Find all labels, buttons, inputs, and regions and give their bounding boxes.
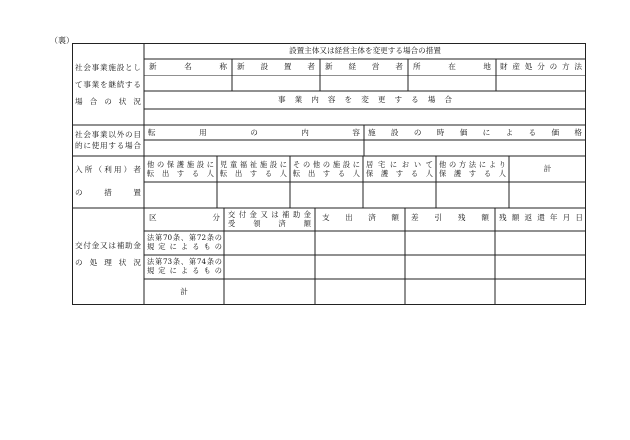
col-granted-line2: 受 領 済 額 <box>228 219 311 228</box>
section4-label-line2: の 処 理 状 況 <box>75 258 141 267</box>
col-child-welfare-line1: 児童福祉施設に <box>220 160 287 169</box>
page-side-label: （裏） <box>50 36 74 45</box>
col-home-care-line2: 保 護 す る 人 <box>366 169 433 178</box>
row-article73-line1: 法第73条、第74条の <box>147 257 222 266</box>
section3-label-line1: 入所（利用）者 <box>75 165 141 174</box>
row-article70-line2: 規 定 に よ る も の <box>147 242 222 251</box>
transfer-measures-header: 設置主体又は経営主体を変更する場合の措置 <box>289 46 441 55</box>
col-new-setter: 新設置者 <box>237 62 315 71</box>
col-property-disposal: 財産処分の方法 <box>500 62 582 71</box>
col-category: 区分 <box>149 213 220 222</box>
section1-label-line2: て事業を継続する <box>75 80 141 89</box>
col-refund-date: 残額返還年月日 <box>499 213 583 222</box>
col-market-valuation: 施設の時価による価格 <box>368 128 582 137</box>
col-other-protection-line2: 転 出 す る 人 <box>147 169 214 178</box>
row-article73-line2: 規 定 に よ る も の <box>147 266 222 275</box>
col-other-facility-line1: その他の施設に <box>293 160 360 169</box>
col-other-facility-line2: 転 出 す る 人 <box>293 169 360 178</box>
col-location: 所在地 <box>413 62 491 71</box>
col-new-operator: 新経営者 <box>325 62 403 71</box>
row-article70-line1: 法第70条、第72条の <box>147 233 222 242</box>
col-spent-amount: 支出済額 <box>322 213 399 222</box>
section1-label-line1: 社会事業施設とし <box>75 63 141 72</box>
col-other-method-line1: 他の方法により <box>439 160 506 169</box>
row-grant-total: 計 <box>180 287 188 296</box>
section2-label-line2: 的に使用する場合 <box>75 141 141 150</box>
col-home-care-line1: 居 宅 に お い て <box>366 160 433 169</box>
disposal-form <box>72 43 586 305</box>
section2-label-line1: 社会事業以外の目 <box>75 130 141 139</box>
col-new-name: 新名称 <box>149 62 227 71</box>
change-business-header: 事業内容を変更する場合 <box>278 95 452 104</box>
col-residents-total: 計 <box>543 164 552 173</box>
col-granted-line1: 交付金又は補助金 <box>228 210 311 219</box>
col-other-method-line2: 保 護 す る 人 <box>439 169 506 178</box>
col-balance-amount: 差引残額 <box>411 213 489 222</box>
section4-label-line1: 交付金又は補助金 <box>75 241 141 250</box>
col-child-welfare-line2: 転 出 す る 人 <box>220 169 287 178</box>
section3-label-line2: の 措 置 <box>75 188 141 197</box>
section1-label-line3: 場 合 の 状 況 <box>75 97 141 106</box>
col-other-protection-line1: 他の保護施設に <box>147 160 214 169</box>
col-conversion-purpose: 転用の内容 <box>148 128 360 137</box>
